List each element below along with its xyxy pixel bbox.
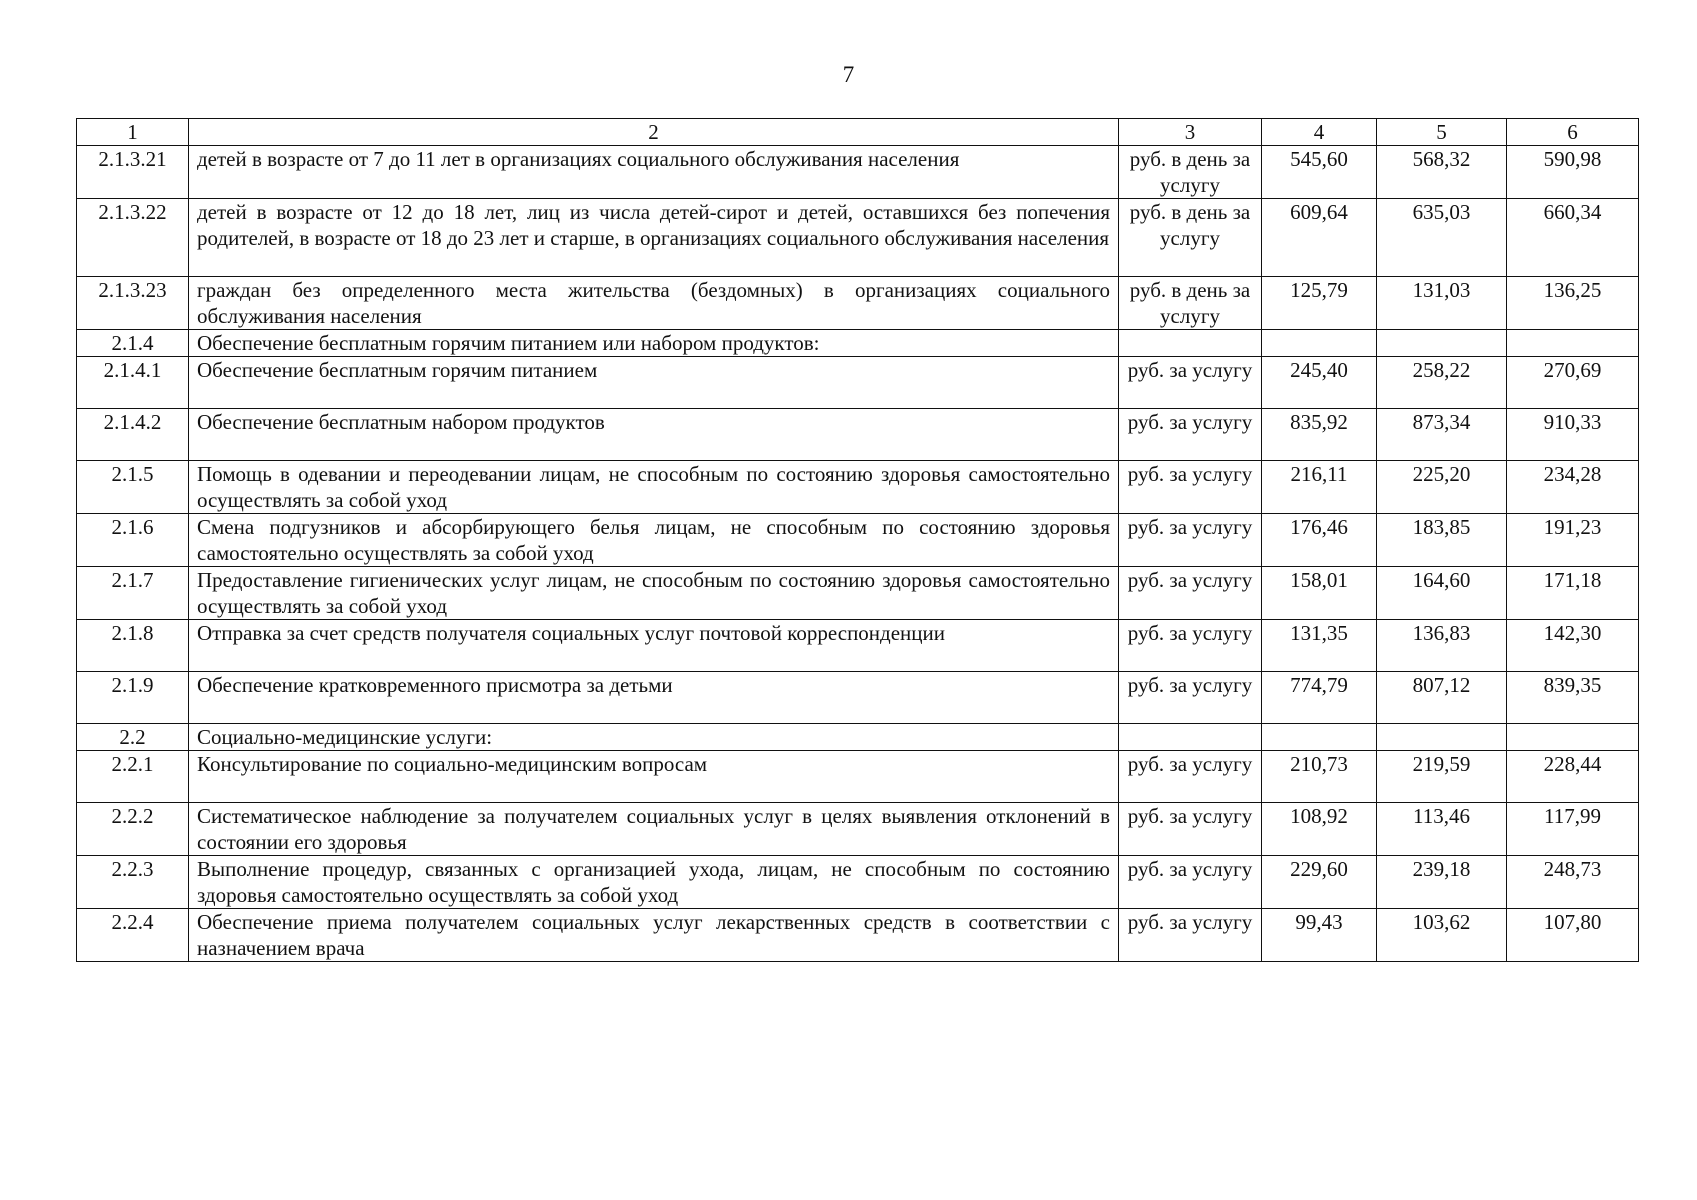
row-value-col5: 635,03 bbox=[1377, 199, 1507, 277]
row-code: 2.1.4.2 bbox=[77, 409, 189, 461]
tariff-table bbox=[76, 118, 1639, 962]
row-code: 2.1.3.22 bbox=[77, 199, 189, 277]
row-description: Систематическое наблюдение за получателем социальных услуг в целях выявления отклонений в состоянии его здоровья bbox=[189, 803, 1119, 856]
row-code: 2.1.6 bbox=[77, 514, 189, 567]
table-row bbox=[77, 620, 1639, 672]
row-value-col6 bbox=[1507, 330, 1639, 357]
row-value-col4: 609,64 bbox=[1262, 199, 1377, 277]
row-unit: руб. за услугу bbox=[1119, 672, 1262, 724]
column-header: 5 bbox=[1377, 119, 1507, 146]
page-number: 7 bbox=[842, 62, 855, 87]
row-code: 2.1.4.1 bbox=[77, 357, 189, 409]
row-code: 2.1.5 bbox=[77, 461, 189, 514]
row-code: 2.1.9 bbox=[77, 672, 189, 724]
row-value-col4: 545,60 bbox=[1262, 146, 1377, 199]
row-value-col4: 245,40 bbox=[1262, 357, 1377, 409]
table-row bbox=[77, 672, 1639, 724]
row-code: 2.1.4 bbox=[77, 330, 189, 357]
table-row bbox=[77, 856, 1639, 909]
table-row bbox=[77, 514, 1639, 567]
row-value-col5: 225,20 bbox=[1377, 461, 1507, 514]
row-value-col6: 171,18 bbox=[1507, 567, 1639, 620]
row-value-col5: 164,60 bbox=[1377, 567, 1507, 620]
column-header: 6 bbox=[1507, 119, 1639, 146]
row-code: 2.1.3.23 bbox=[77, 277, 189, 330]
row-unit: руб. за услугу bbox=[1119, 409, 1262, 461]
row-unit: руб. за услугу bbox=[1119, 514, 1262, 567]
table-header-row bbox=[77, 119, 1639, 146]
row-unit: руб. в день за услугу bbox=[1119, 146, 1262, 199]
row-value-col6: 142,30 bbox=[1507, 620, 1639, 672]
row-value-col4: 99,43 bbox=[1262, 909, 1377, 962]
row-unit bbox=[1119, 330, 1262, 357]
row-value-col5: 136,83 bbox=[1377, 620, 1507, 672]
row-unit: руб. за услугу bbox=[1119, 357, 1262, 409]
row-code: 2.2.4 bbox=[77, 909, 189, 962]
row-value-col5: 103,62 bbox=[1377, 909, 1507, 962]
row-value-col5: 219,59 bbox=[1377, 751, 1507, 803]
column-header: 1 bbox=[77, 119, 189, 146]
row-value-col4 bbox=[1262, 330, 1377, 357]
table-row bbox=[77, 146, 1639, 199]
row-unit: руб. за услугу bbox=[1119, 803, 1262, 856]
row-value-col4: 125,79 bbox=[1262, 277, 1377, 330]
row-value-col6: 117,99 bbox=[1507, 803, 1639, 856]
row-value-col5: 183,85 bbox=[1377, 514, 1507, 567]
row-description: Социально-медицинские услуги: bbox=[189, 724, 1119, 751]
row-value-col4: 229,60 bbox=[1262, 856, 1377, 909]
row-description: Обеспечение бесплатным горячим питанием bbox=[189, 357, 1119, 409]
row-unit: руб. за услугу bbox=[1119, 751, 1262, 803]
row-value-col4: 774,79 bbox=[1262, 672, 1377, 724]
row-value-col6: 270,69 bbox=[1507, 357, 1639, 409]
row-description: Консультирование по социально-медицинским вопросам bbox=[189, 751, 1119, 803]
row-value-col5 bbox=[1377, 724, 1507, 751]
column-header: 4 bbox=[1262, 119, 1377, 146]
row-value-col4: 108,92 bbox=[1262, 803, 1377, 856]
table-row bbox=[77, 357, 1639, 409]
row-value-col6 bbox=[1507, 724, 1639, 751]
row-description: детей в возрасте от 7 до 11 лет в организациях социального обслуживания населения bbox=[189, 146, 1119, 199]
table-body bbox=[77, 146, 1639, 962]
row-description: Выполнение процедур, связанных с организацией ухода, лицам, не способным по состоянию здоровья самостоятельно осуществлять за собой уход bbox=[189, 856, 1119, 909]
row-description: Обеспечение бесплатным набором продуктов bbox=[189, 409, 1119, 461]
row-unit bbox=[1119, 724, 1262, 751]
row-description: Предоставление гигиенических услуг лицам, не способным по состоянию здоровья самостоятельно осуществлять за собой уход bbox=[189, 567, 1119, 620]
row-value-col4: 158,01 bbox=[1262, 567, 1377, 620]
column-header: 2 bbox=[189, 119, 1119, 146]
column-header: 3 bbox=[1119, 119, 1262, 146]
row-value-col6: 839,35 bbox=[1507, 672, 1639, 724]
row-description: Помощь в одевании и переодевании лицам, не способным по состоянию здоровья самостоятельно осуществлять за собой уход bbox=[189, 461, 1119, 514]
row-description: Обеспечение приема получателем социальных услуг лекарственных средств в соответствии с назначением врача bbox=[189, 909, 1119, 962]
row-description: детей в возрасте от 12 до 18 лет, лиц из числа детей-сирот и детей, оставшихся без попечения родителей, в возрасте от 18 до 23 лет и старше, в организациях социального обслуживания населения bbox=[189, 199, 1119, 277]
row-description: Смена подгузников и абсорбирующего белья лицам, не способным по состоянию здоровья самостоятельно осуществлять за собой уход bbox=[189, 514, 1119, 567]
row-value-col5: 131,03 bbox=[1377, 277, 1507, 330]
row-code: 2.2.3 bbox=[77, 856, 189, 909]
table-row bbox=[77, 909, 1639, 962]
table-row bbox=[77, 199, 1639, 277]
row-unit: руб. за услугу bbox=[1119, 567, 1262, 620]
row-value-col5: 258,22 bbox=[1377, 357, 1507, 409]
row-value-col6: 248,73 bbox=[1507, 856, 1639, 909]
table-row bbox=[77, 461, 1639, 514]
table-row bbox=[77, 724, 1639, 751]
row-unit: руб. за услугу bbox=[1119, 620, 1262, 672]
row-value-col5: 568,32 bbox=[1377, 146, 1507, 199]
row-value-col6: 910,33 bbox=[1507, 409, 1639, 461]
row-value-col6: 590,98 bbox=[1507, 146, 1639, 199]
row-unit: руб. за услугу bbox=[1119, 461, 1262, 514]
row-value-col6: 228,44 bbox=[1507, 751, 1639, 803]
row-value-col6: 234,28 bbox=[1507, 461, 1639, 514]
row-value-col6: 107,80 bbox=[1507, 909, 1639, 962]
row-description: Обеспечение бесплатным горячим питанием или набором продуктов: bbox=[189, 330, 1119, 357]
row-unit: руб. в день за услугу bbox=[1119, 199, 1262, 277]
row-code: 2.1.3.21 bbox=[77, 146, 189, 199]
row-value-col4: 176,46 bbox=[1262, 514, 1377, 567]
row-value-col4 bbox=[1262, 724, 1377, 751]
row-code: 2.2 bbox=[77, 724, 189, 751]
row-value-col4: 216,11 bbox=[1262, 461, 1377, 514]
table-row bbox=[77, 803, 1639, 856]
row-value-col4: 835,92 bbox=[1262, 409, 1377, 461]
table-row bbox=[77, 277, 1639, 330]
row-description: Обеспечение кратковременного присмотра за детьми bbox=[189, 672, 1119, 724]
row-code: 2.2.2 bbox=[77, 803, 189, 856]
row-value-col5: 239,18 bbox=[1377, 856, 1507, 909]
row-value-col5: 807,12 bbox=[1377, 672, 1507, 724]
row-value-col6: 191,23 bbox=[1507, 514, 1639, 567]
row-value-col4: 210,73 bbox=[1262, 751, 1377, 803]
table-row bbox=[77, 409, 1639, 461]
row-value-col5 bbox=[1377, 330, 1507, 357]
row-code: 2.2.1 bbox=[77, 751, 189, 803]
row-description: Отправка за счет средств получателя социальных услуг почтовой корреспонденции bbox=[189, 620, 1119, 672]
row-code: 2.1.7 bbox=[77, 567, 189, 620]
row-unit: руб. в день за услугу bbox=[1119, 277, 1262, 330]
table-row bbox=[77, 330, 1639, 357]
row-unit: руб. за услугу bbox=[1119, 909, 1262, 962]
row-value-col6: 136,25 bbox=[1507, 277, 1639, 330]
table-row bbox=[77, 567, 1639, 620]
row-code: 2.1.8 bbox=[77, 620, 189, 672]
table-row bbox=[77, 751, 1639, 803]
row-value-col6: 660,34 bbox=[1507, 199, 1639, 277]
row-unit: руб. за услугу bbox=[1119, 856, 1262, 909]
row-description: граждан без определенного места жительства (бездомных) в организациях социального обслуживания населения bbox=[189, 277, 1119, 330]
row-value-col5: 873,34 bbox=[1377, 409, 1507, 461]
row-value-col5: 113,46 bbox=[1377, 803, 1507, 856]
row-value-col4: 131,35 bbox=[1262, 620, 1377, 672]
